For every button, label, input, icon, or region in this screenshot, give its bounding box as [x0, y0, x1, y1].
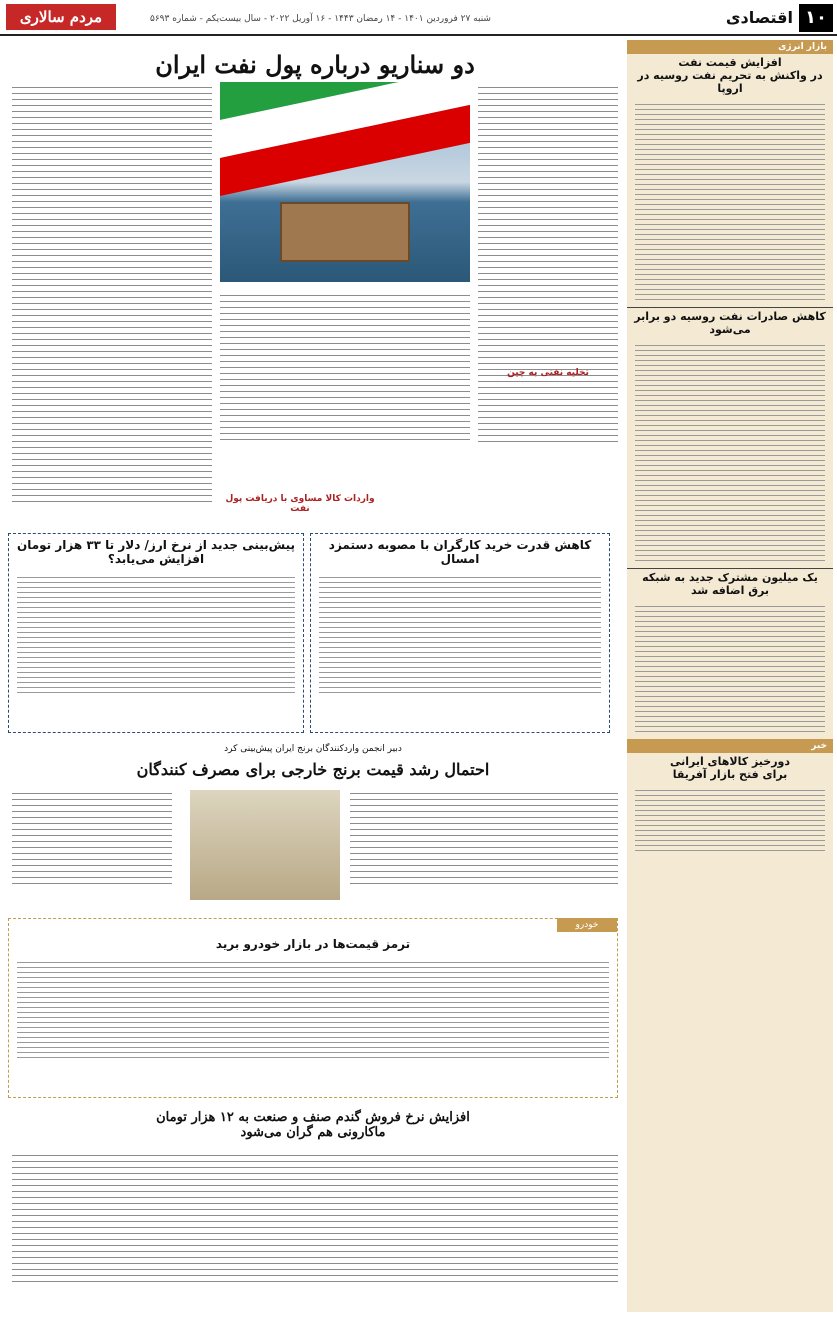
oil-rig-flag-photo	[220, 82, 470, 282]
main-headline: دو سناریو درباره پول نفت ایران	[155, 50, 475, 79]
sidebar-story-title: کاهش صادرات نفت روسیه دو برابر می‌شود	[634, 310, 826, 336]
oil-rig-icon	[280, 202, 410, 262]
sidebar-tag: خبر	[627, 739, 833, 753]
date-line: شنبه ۲۷ فروردین ۱۴۰۱ - ۱۴ رمضان ۱۴۴۳ - ۱۶ آوریل ۲۰۲۲ - سال بیست‌یکم - شماره ۵۶۹۳	[150, 14, 491, 24]
article-column	[350, 788, 618, 908]
news-box-title: کاهش قدرت خرید کارگران با مصوبه دستمزد امسال	[328, 538, 592, 566]
article-subhead: واردات کالا مساوی با دریافت پول نفت	[225, 494, 375, 514]
sidebar-story-title: دورخیز کالاهای ایرانی برای فتح بازار آفریقا	[669, 755, 791, 781]
article-column	[220, 290, 470, 470]
article-column	[12, 1150, 618, 1310]
article-column	[12, 788, 172, 908]
sidebar-story-body	[627, 97, 833, 307]
article-column	[478, 82, 618, 512]
sidebar-story-body	[627, 338, 833, 568]
article-column	[12, 82, 212, 512]
sidebar-story-body	[627, 783, 833, 858]
section-name: اقتصادی	[725, 8, 793, 27]
sidebar-story-title: افزایش قیمت نفت در واکنش به تحریم نفت روسیه در اروپا	[637, 56, 823, 95]
rice-photo	[190, 790, 340, 900]
sidebar-story-body	[627, 599, 833, 739]
page-header	[0, 0, 837, 36]
newspaper-logo: مردم سالاری	[6, 4, 116, 30]
news-box-title: پیش‌بینی جدید از نرخ ارز/ دلار تا ۳۳ هزار تومان افزایش می‌یابد؟	[16, 538, 296, 566]
rice-kicker: دبیر انجمن واردکنندگان برنج ایران پیش‌بینی کرد	[224, 744, 402, 754]
news-box	[8, 918, 618, 1098]
car-headline: ترمز قیمت‌ها در بازار خودرو برید	[215, 937, 411, 951]
news-box	[8, 533, 304, 733]
sidebar-story-title: یک میلیون مشترک جدید به شبکه برق اضافه شد	[642, 571, 818, 597]
article-subhead: تخلیه نفتی به چین	[507, 368, 589, 378]
bread-headline: افزایش نرخ فروش گندم صنف و صنعت به ۱۲ هزار تومان ماکارونی هم گران می‌شود	[156, 1110, 470, 1140]
sidebar-tag: بازار انرژی	[627, 40, 833, 54]
sidebar	[627, 40, 833, 1312]
page-number: ۱۰	[799, 4, 833, 32]
car-tag: خودرو	[557, 918, 617, 932]
rice-headline: احتمال رشد قیمت برنج خارجی برای مصرف کنندگان	[136, 760, 490, 779]
news-box	[310, 533, 610, 733]
